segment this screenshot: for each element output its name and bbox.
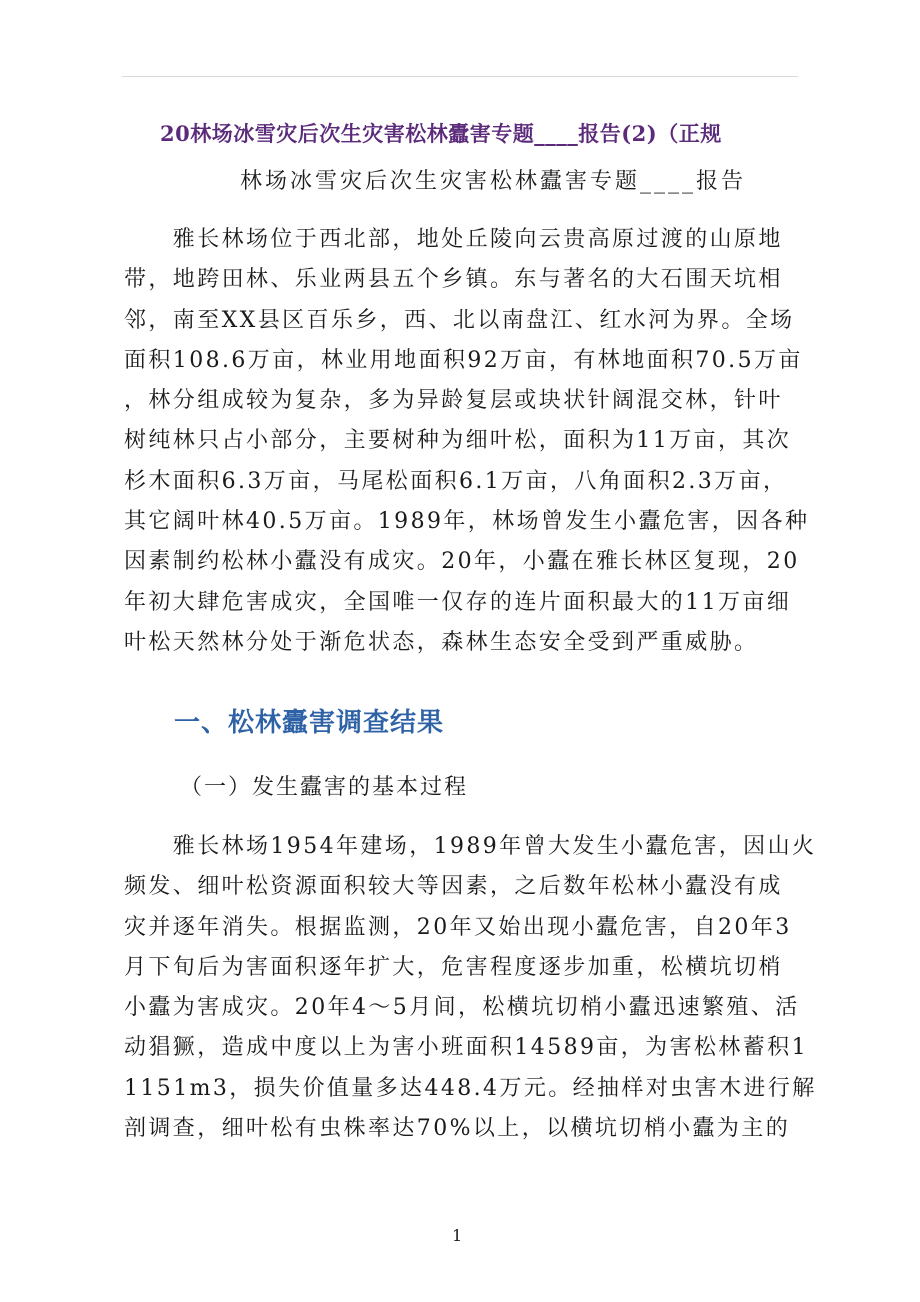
intro-paragraph <box>124 220 810 663</box>
paragraph-line: 雅长林场位于西北部，地处丘陵向云贵高原过渡的山原地 <box>124 227 783 252</box>
paragraph-line: 月下旬后为害面积逐年扩大，危害程度逐步加重，松横坑切梢 <box>124 954 783 980</box>
paragraph-line: 其它阔叶林40.5万亩。1989年，林场曾发生小蠹危害，因各种 <box>124 509 810 535</box>
paragraph-line: 带，地跨田林、乐业两县五个乡镇。东与著名的大石围天坑相 <box>124 267 783 293</box>
paragraph-line: ，林分组成较为复杂，多为异龄复层或块状针阔混交林，针叶 <box>124 388 783 414</box>
document-subtitle: 林场冰雪灾后次生灾害松林蠹害专题____报告 <box>240 169 747 194</box>
paragraph-line: 频发、细叶松资源面积较大等因素，之后数年松林小蠹没有成 <box>124 874 783 900</box>
paragraph-line: 1151m3，损失价值量多达448.4万元。经抽样对虫害木进行解 <box>124 1075 817 1101</box>
paragraph-line: 小蠹为害成灾。20年4～5月间，松横坑切梢小蠹迅速繁殖、活 <box>124 995 800 1021</box>
paragraph-line: 叶松天然林分处于渐危状态，森林生态安全受到严重威胁。 <box>124 629 759 655</box>
paragraph-line: 邻，南至XX县区百乐乡，西、北以南盘江、红水河为界。全场 <box>124 307 795 333</box>
paragraph-line: 剖调查，细叶松有虫株率达70%以上，以横坑切梢小蠹为主的 <box>124 1116 791 1142</box>
subsection-heading: （一）发生蠹害的基本过程 <box>180 775 469 800</box>
header-rule <box>122 76 798 77</box>
paragraph-line: 灾并逐年消失。根据监测，20年又始出现小蠹危害，自20年3 <box>124 914 792 940</box>
paragraph-line: 动猖獗，造成中度以上为害小班面积14589亩，为害松林蓄积1 <box>124 1035 808 1061</box>
section-heading: 一、松林蠹害调查结果 <box>174 708 445 738</box>
body-paragraph <box>124 827 817 1149</box>
document-title: 20林场冰雪灾后次生灾害松林蠹害专题____报告(2)（正规 <box>160 121 722 146</box>
paragraph-line: 树纯林只占小部分，主要树种为细叶松，面积为11万亩，其次 <box>124 428 792 454</box>
paragraph-line: 因素制约松林小蠹没有成灾。20年，小蠹在雅长林区复现，20 <box>124 549 800 575</box>
paragraph-line: 杉木面积6.3万亩，马尾松面积6.1万亩，八角面积2.3万亩， <box>124 468 788 494</box>
paragraph-line: 雅长林场1954年建场，1989年曾大发生小蠹危害，因山火 <box>124 834 817 859</box>
paragraph-line: 年初大肆危害成灾，全国唯一仅存的连片面积最大的11万亩细 <box>124 589 792 615</box>
paragraph-line: 面积108.6万亩，林业用地面积92万亩，有林地面积70.5万亩 <box>124 347 803 373</box>
page-number: 1 <box>452 1226 463 1245</box>
